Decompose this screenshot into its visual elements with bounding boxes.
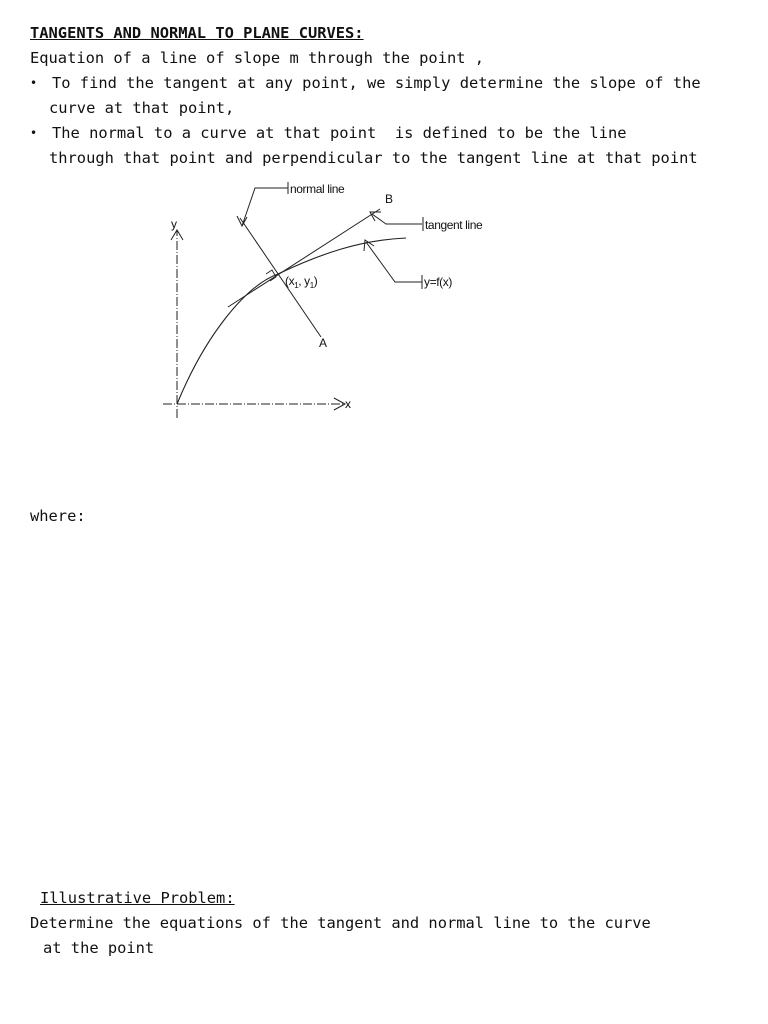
tangent-line-label: tangent line <box>425 218 483 232</box>
normal-line-leader <box>242 188 288 226</box>
tangent-line-leader <box>372 214 422 224</box>
curve-y-fx <box>177 238 406 404</box>
normal-line-label: normal line <box>290 182 345 196</box>
bullet-1-line-2: curve at that point, <box>49 99 235 117</box>
point-b-label: B <box>385 192 393 206</box>
problem-line-1: Determine the equations of the tangent and normal line to the curve <box>30 914 651 932</box>
curve-leader <box>366 242 422 282</box>
point-label: ($x_1$, $y_1$) <box>285 274 318 290</box>
intro-text: Equation of a line of slope m through the point , <box>30 49 485 67</box>
problem-heading: Illustrative Problem: <box>40 889 235 907</box>
point-a-label: A <box>319 336 327 350</box>
tangent-line <box>228 209 380 307</box>
bullet-2-marker: • <box>30 126 38 140</box>
tangent-normal-diagram <box>150 176 510 426</box>
where-label: where: <box>30 507 86 525</box>
bullet-1-marker: • <box>30 76 38 90</box>
bullet-1-line-1: To find the tangent at any point, we simply determine the slope of the <box>52 74 701 92</box>
bullet-2-line-2: through that point and perpendicular to the tangent line at that point <box>49 149 698 167</box>
y-axis-label: y <box>171 217 177 231</box>
problem-line-2: at the point <box>43 939 155 957</box>
bullet-2-line-1: The normal to a curve at that point is defined to be the line <box>52 124 627 142</box>
x-axis-label: x <box>345 397 351 411</box>
curve-label: y=f(x) <box>424 275 452 289</box>
section-heading: TANGENTS AND NORMAL TO PLANE CURVES: <box>30 24 364 42</box>
